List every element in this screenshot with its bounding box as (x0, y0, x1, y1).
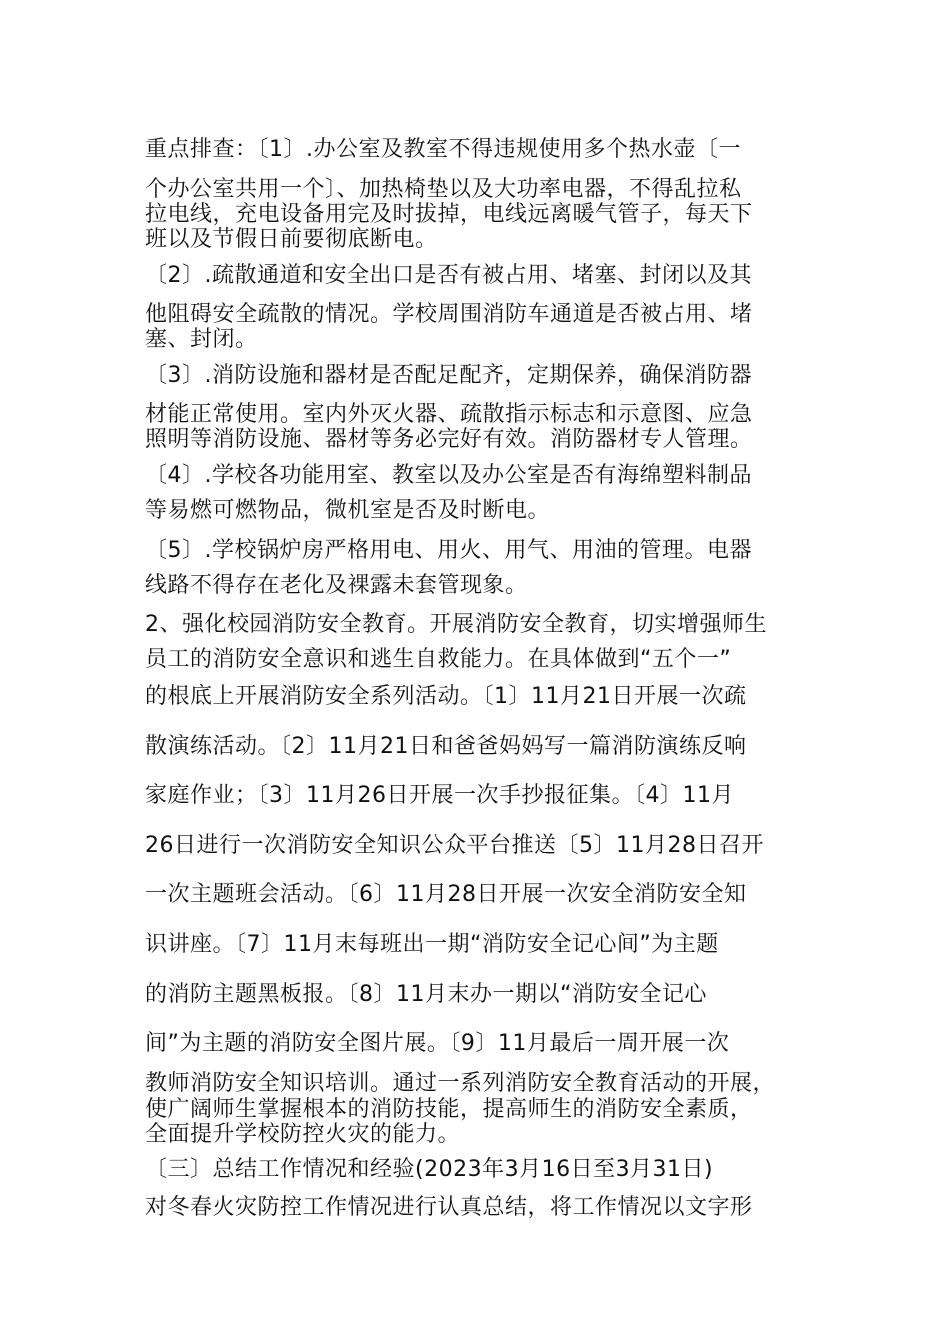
text-line: 2、强化校园消防安全教育。开展消防安全教育，切实增强师生 (145, 612, 767, 637)
text-line: 照明等消防设施、器材等务必完好有效。消防器材专人管理。 (145, 427, 753, 452)
text-line: 他阻碍安全疏散的情况。学校周围消防车通道是否被占用、堵 (145, 302, 753, 327)
text-line: 个办公室共用一个〕、加热椅垫以及大功率电器，不得乱拉私 (145, 177, 742, 202)
text-line: 等易燃可燃物品，微机室是否及时断电。 (145, 498, 551, 523)
text-line: 〔5〕.学校锅炉房严格用电、用火、用气、用油的管理。电器 (145, 538, 752, 563)
text-line: 一次主题班会活动。〔6〕11月28日开展一次安全消防安全知 (145, 882, 747, 907)
text-line: 散演练活动。〔2〕11月21日和爸爸妈妈写一篇消防演练反响 (145, 734, 747, 759)
text-line: 全面提升学校防控火灾的能力。 (145, 1122, 461, 1147)
text-line: 的消防主题黑板报。〔8〕11月末办一期以“消防安全记心 (145, 982, 707, 1007)
text-line: 班以及节假日前要彻底断电。 (145, 227, 438, 252)
text-line: 识讲座。〔7〕11月末每班出一期“消防安全记心间”为主题 (145, 932, 719, 957)
text-line: 对冬春火灾防控工作情况进行认真总结，将工作情况以文字形 (145, 1195, 753, 1220)
text-line: 材能正常使用。室内外灭火器、疏散指示标志和示意图、应急 (145, 402, 753, 427)
text-line: 拉电线，充电设备用完及时拔掉，电线远离暖气管子，每天下 (145, 202, 753, 227)
text-line: 使广阔师生掌握根本的消防技能，提高师生的消防安全素质， (145, 1097, 753, 1122)
text-line: 线路不得存在老化及裸露未套管现象。 (145, 573, 528, 598)
text-line: 教师消防安全知识培训。通过一系列消防安全教育活动的开展， (145, 1071, 776, 1096)
text-line: 重点排查：〔1〕.办公室及教室不得违规使用多个热水壶〔一 (145, 137, 741, 162)
section-heading: 〔三〕总结工作情况和经验(2023年3月16日至3月31日) (145, 1157, 714, 1182)
text-line: 的根底上开展消防安全系列活动。〔1〕11月21日开展一次疏 (145, 684, 747, 709)
text-line: 〔4〕.学校各功能用室、教室以及办公室是否有海绵塑料制品 (145, 463, 752, 488)
text-line: 间”为主题的消防安全图片展。〔9〕11月最后一周开展一次 (145, 1031, 730, 1056)
text-line: 〔3〕.消防设施和器材是否配足配齐，定期保养，确保消防器 (145, 363, 752, 388)
text-line: 员工的消防安全意识和逃生自救能力。在具体做到“五个一” (145, 647, 732, 672)
text-line: 26日进行一次消防安全知识公众平台推送〔5〕11月28日召开 (145, 833, 764, 858)
text-line: 家庭作业；〔3〕11月26日开展一次手抄报征集。〔4〕11月 (145, 783, 734, 808)
text-line: 塞、封闭。 (145, 327, 258, 352)
text-line: 〔2〕.疏散通道和安全出口是否有被占用、堵塞、封闭以及其 (145, 263, 752, 288)
